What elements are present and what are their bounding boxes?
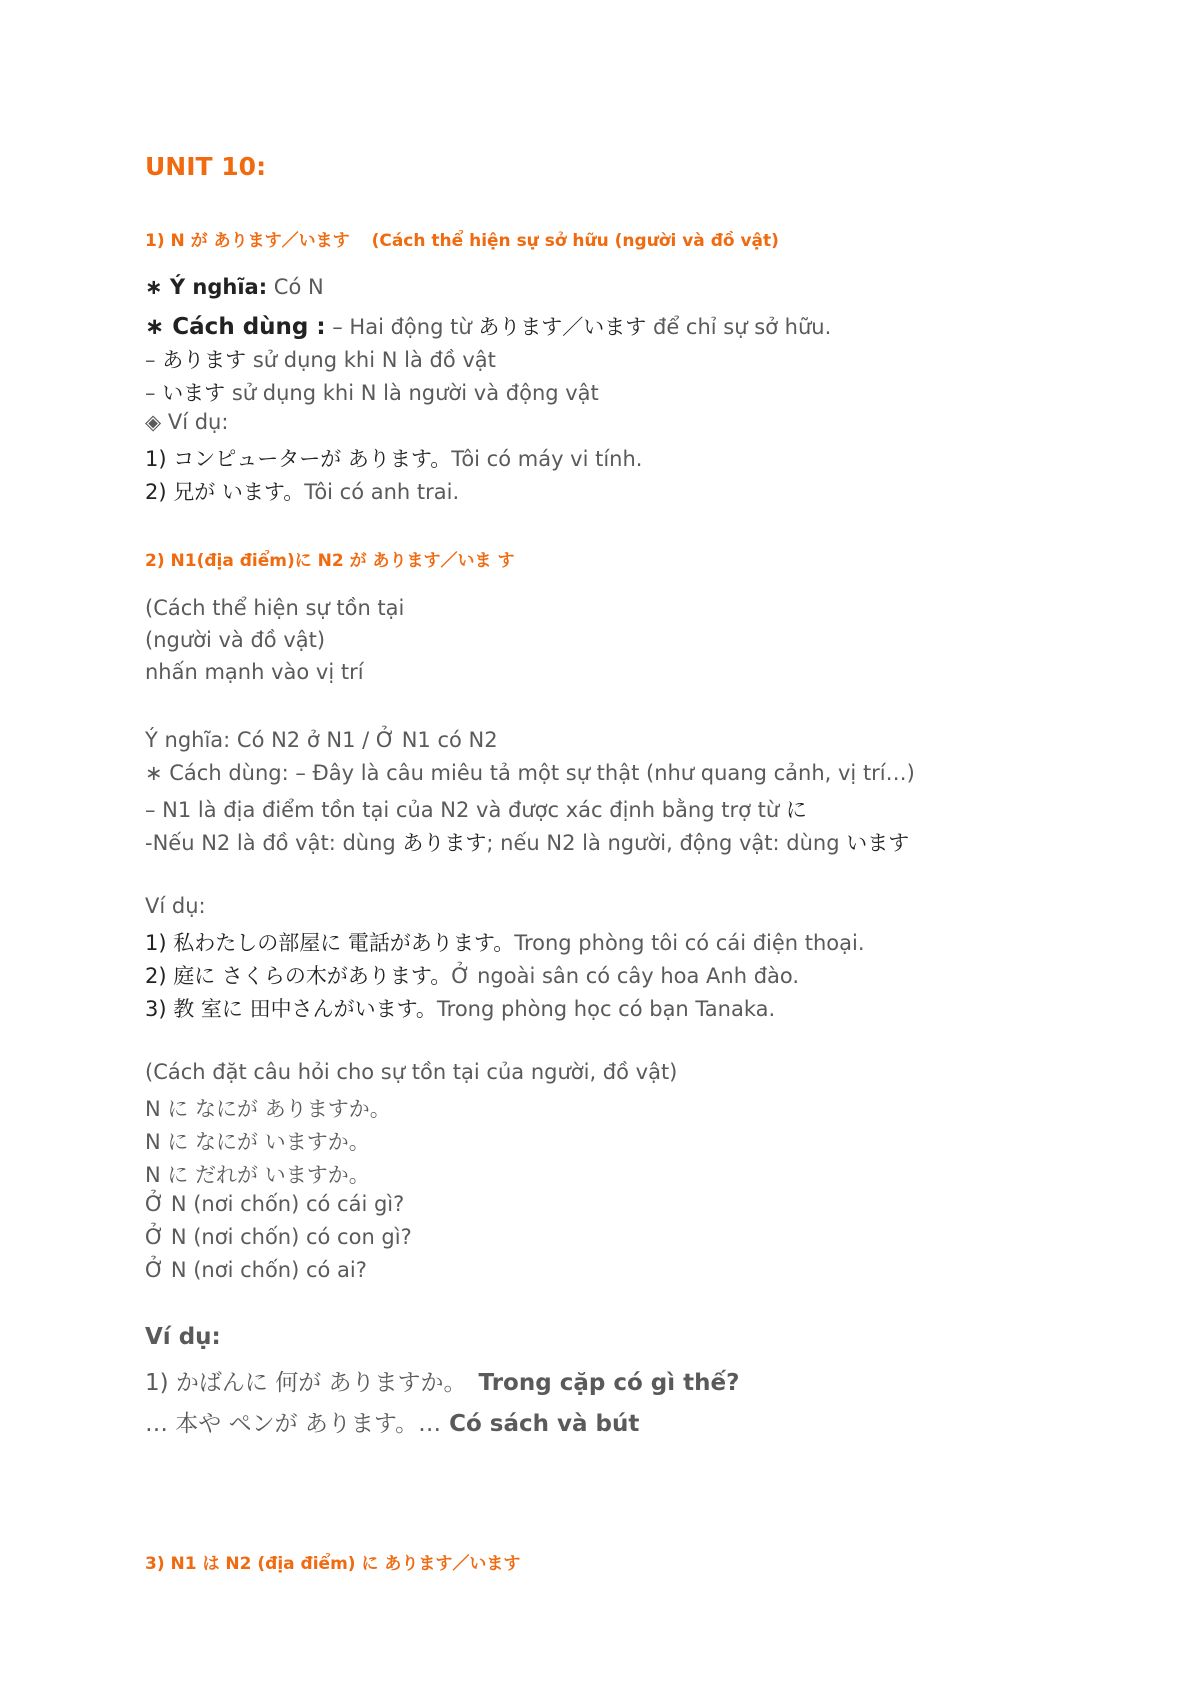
example-jp: 2) 兄が います。 [145, 480, 305, 504]
section-1-example-1 [145, 443, 642, 473]
example-vi: Trong phòng học có bạn Tanaka. [436, 997, 776, 1021]
line-arimasu [145, 344, 496, 374]
section-2-usage-2 [145, 794, 807, 824]
section-2-example-3 [145, 993, 775, 1023]
section-2-example-5 [145, 1405, 639, 1438]
meaning-label: ∗ Ý nghĩa: [145, 275, 268, 299]
section-2-example-label: Ví dụ: [145, 894, 206, 918]
unit-title: UNIT 10: [145, 152, 267, 181]
arimasu-text: sử dụng khi N là đồ vật [246, 348, 496, 372]
meaning-text: Có N [267, 275, 324, 299]
arimasu-jp: あります [162, 348, 247, 372]
section-2-usage-1: ∗ Cách dùng: – Đây là câu miêu tả một sự thật (như quang cảnh, vị trí…) [145, 761, 915, 785]
usage-3-text-a: -Nếu N2 là đồ vật: dùng [145, 831, 403, 855]
line-imasu [145, 377, 599, 407]
section-1-example-2 [145, 476, 459, 506]
section-2-usage-3 [145, 827, 909, 857]
section-1-usage [145, 311, 831, 341]
section-2-example-2 [145, 960, 799, 990]
usage-2-jp: に [785, 798, 807, 822]
section-1-heading-text: 1) N が あります／います [145, 231, 350, 251]
example-jp: 1) 私わたしの部屋に 電話があります。 [145, 931, 515, 955]
usage-2-text: – N1 là địa điểm tồn tại của N2 và được xác định bằng trợ từ [145, 798, 786, 822]
dash: – [145, 348, 163, 372]
usage-text-2: để chỉ sự sở hữu. [646, 315, 832, 339]
section-1-heading [145, 226, 779, 251]
example-jp: 1) コンピューターが あります。 [145, 447, 452, 471]
section-1-meaning [145, 275, 324, 299]
section-2-note-1: (Cách thể hiện sự tồn tại [145, 596, 405, 620]
section-2-note-3: nhấn mạnh vào vị trí [145, 660, 364, 684]
section-2-example-2-label: Ví dụ: [145, 1324, 221, 1350]
example-vi: Trong cặp có gì thế? [478, 1370, 740, 1396]
example-vi: Tôi có máy vi tính. [451, 447, 643, 471]
usage-3-jp-1: あります [402, 831, 487, 855]
usage-jp: あります／います [478, 315, 647, 339]
section-3-heading: 3) N1 は N2 (địa điểm) に あります／います [145, 1554, 521, 1574]
example-vi: Có sách và bút [449, 1411, 640, 1437]
section-2-heading: 2) N1(địa điểm)に N2 が あります／いま す [145, 551, 515, 571]
section-2-note-2: (người và đồ vật) [145, 628, 326, 652]
question-pattern-1: N に なにが ありますか。 [145, 1097, 391, 1121]
question-meaning-3: Ở N (nơi chốn) có ai? [145, 1258, 367, 1282]
usage-text-1: – Hai động từ [325, 315, 479, 339]
dash: – [145, 381, 163, 405]
section-2-example-4 [145, 1364, 739, 1397]
question-pattern-3: N に だれが いますか。 [145, 1163, 370, 1187]
imasu-text: sử dụng khi N là người và động vật [225, 381, 599, 405]
example-jp: 1) かばんに 何が ありますか。 [145, 1370, 467, 1396]
example-vi: Ở ngoài sân có cây hoa Anh đào. [451, 964, 800, 988]
example-jp: … 本や ペンが あります。… [145, 1411, 442, 1437]
question-meaning-1: Ở N (nơi chốn) có cái gì? [145, 1192, 405, 1216]
example-vi: Trong phòng tôi có cái điện thoại. [514, 931, 865, 955]
example-jp: 2) 庭に さくらの木があります。 [145, 964, 452, 988]
usage-3-jp-2: います [846, 831, 910, 855]
question-meaning-2: Ở N (nơi chốn) có con gì? [145, 1225, 412, 1249]
usage-3-text-b: ; nếu N2 là người, động vật: dùng [486, 831, 847, 855]
usage-label: ∗ Cách dùng : [145, 314, 326, 340]
imasu-jp: います [162, 381, 226, 405]
example-jp: 3) 教 室に 田中さんがいます。 [145, 997, 437, 1021]
section-2-meaning: Ý nghĩa: Có N2 ở N1 / Ở N1 có N2 [145, 728, 498, 752]
section-1-heading-note: (Cách thể hiện sự sở hữu (người và đồ vật) [371, 231, 779, 251]
question-note: (Cách đặt câu hỏi cho sự tồn tại của người, đồ vật) [145, 1060, 678, 1084]
question-pattern-2: N に なにが いますか。 [145, 1130, 370, 1154]
example-vi: Tôi có anh trai. [304, 480, 460, 504]
section-2-example-1 [145, 927, 865, 957]
section-1-example-label: ◈ Ví dụ: [145, 410, 229, 434]
